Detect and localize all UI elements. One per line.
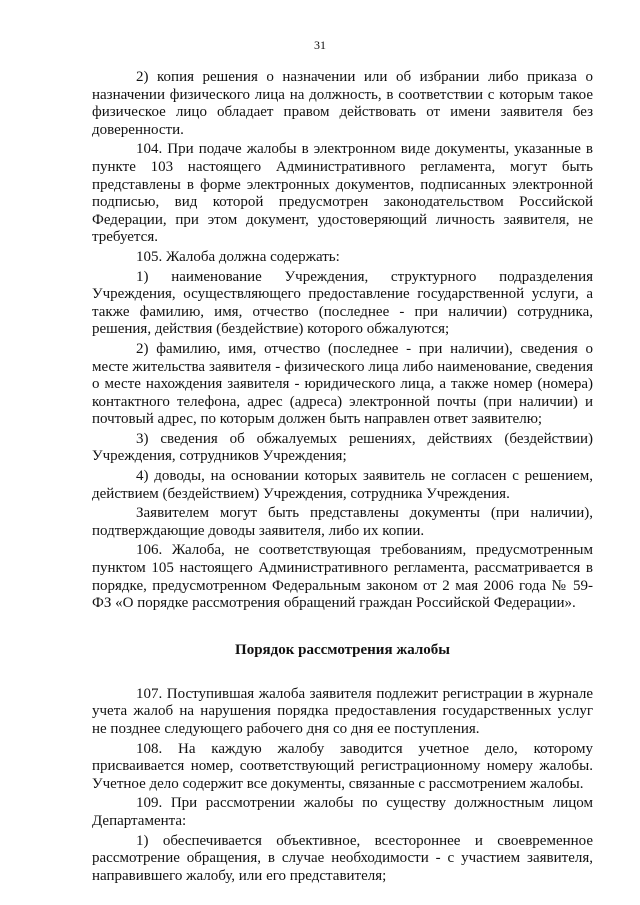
paragraph-107: 107. Поступившая жалоба заявителя подлежит регистрации в журнале учета жалоб на нарушения порядка предоставления государственных услуг не позднее следующего рабочего дня со дня ее поступления. (92, 685, 593, 737)
document-body (92, 69, 593, 885)
paragraph-106: 106. Жалоба, не соответствующая требованиям, предусмотренным пунктом 105 настоящего Административного регламента, рассматривается в порядке, предусмотренном Федеральным законом от 2 мая 2006 года № 59-ФЗ «О порядке рассмотрения обращений граждан Российской Федерации». (92, 542, 593, 612)
paragraph-105-item-1: 1) наименование Учреждения, структурного подразделения Учреждения, осуществляющего предоставление государственной услуги, а также фамилию, имя, отчество (последнее - при наличии) сотрудника, решения, действия (бездействие) которого обжалуются; (92, 268, 593, 338)
paragraph-105: 105. Жалоба должна содержать: (136, 248, 340, 265)
paragraph-copy-decision: 2) копия решения о назначении или об избрании либо приказа о назначении физического лица на должность, в соответствии с которым такое физическое лицо обладает правом действовать от имени заявителя без доверенности. (92, 69, 593, 138)
paragraph-109: 109. При рассмотрении жалобы по существу должностным лицом Департамента: (92, 795, 593, 829)
section-heading: Порядок рассмотрения жалобы (235, 641, 450, 658)
paragraph-105-item-3: 3) сведения об обжалуемых решениях, действиях (бездействии) Учреждения, сотрудников Учреждения; (92, 430, 593, 465)
paragraph-supporting-documents: Заявителем могут быть представлены документы (при наличии), подтверждающие доводы заявителя, либо их копии. (92, 505, 593, 539)
paragraph-109-item-1: 1) обеспечивается объективное, всестороннее и своевременное рассмотрение обращения, в случае необходимости - с участием заявителя, направившего жалобу, или его представителя; (92, 832, 593, 884)
page-number: 31 (314, 38, 326, 52)
paragraph-108: 108. На каждую жалобу заводится учетное дело, которому присваивается номер, соответствующий регистрационному номеру жалобы. Учетное дело содержит все документы, связанные с рассмотрением жалобы. (92, 740, 593, 792)
paragraph-105-item-2: 2) фамилию, имя, отчество (последнее - при наличии), сведения о месте жительства заявителя - физического лица либо наименование, сведения о месте нахождения заявителя - юридического лица, а также номер (номера) контактного телефона, адрес (адреса) электронной почты (при наличии) и почтовый адрес, по которым должен быть направлен ответ заявителю; (92, 340, 593, 428)
paragraph-104: 104. При подаче жалобы в электронном виде документы, указанные в пункте 103 настоящего Административного регламента, могут быть представлены в форме электронных документов, подписанных электронной подписью, вид которой предусмотрен законодательством Российской Федерации, при этом документ, удостоверяющий личность заявителя, не требуется. (92, 141, 593, 246)
paragraph-105-item-4: 4) доводы, на основании которых заявитель не согласен с решением, действием (бездействием) Учреждения, сотрудника Учреждения. (92, 468, 593, 502)
